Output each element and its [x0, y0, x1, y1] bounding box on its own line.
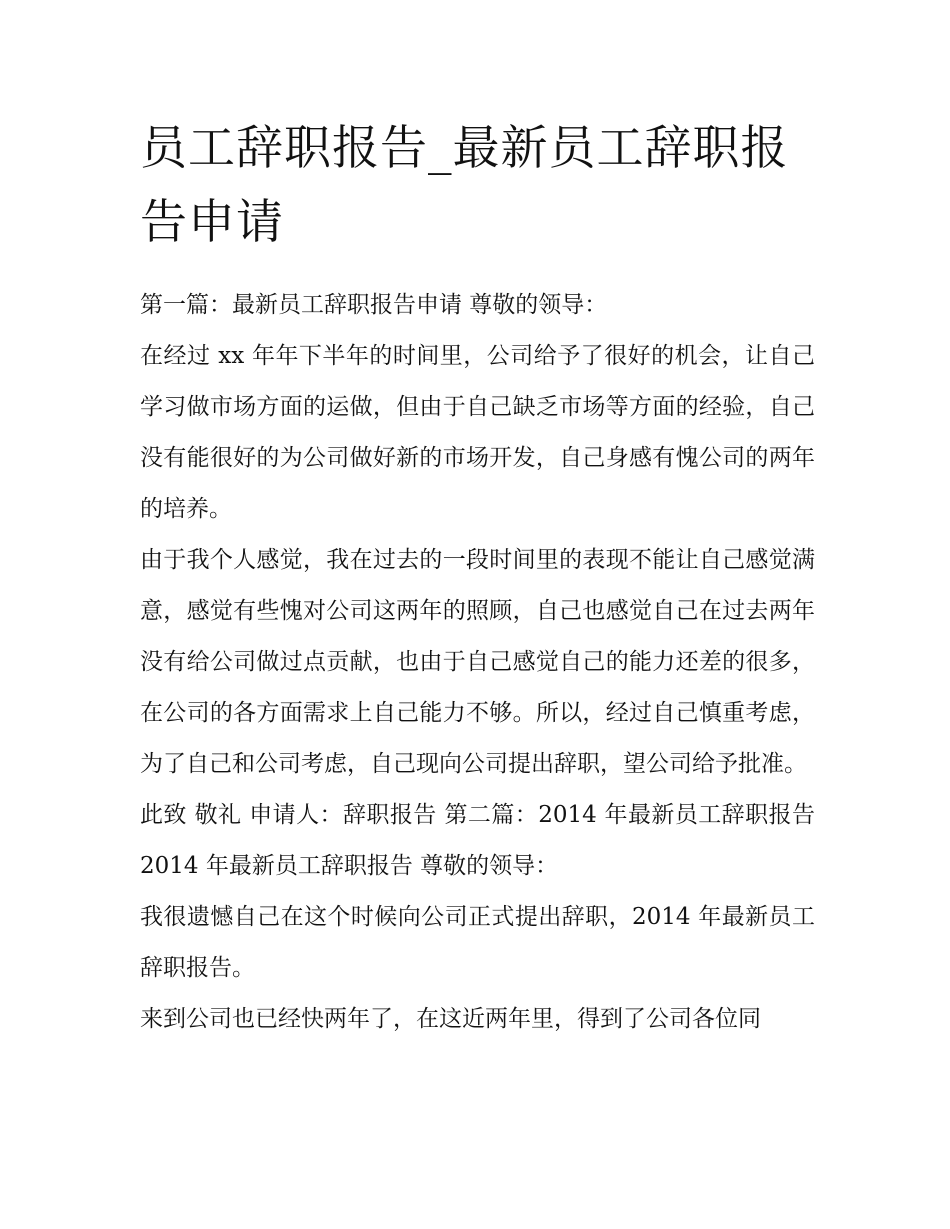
document-title: 员工辞职报告_最新员工辞职报告申请: [140, 121, 789, 250]
paragraph-1: 第一篇：最新员工辞职报告申请 尊敬的领导：: [140, 292, 608, 318]
paragraph-6: 来到公司也已经快两年了，在这近两年里，得到了公司各位同: [140, 1006, 761, 1032]
paragraph-5: 我很遗憾自己在这个时候向公司正式提出辞职，2014 年最新员工辞职报告。: [140, 904, 815, 981]
paragraph-4: 此致 敬礼 申请人：辞职报告 第二篇：2014 年最新员工辞职报告 2014 年最新员工辞职报告 尊敬的领导：: [140, 802, 815, 879]
document-page: [140, 112, 815, 1045]
paragraph-2: 在经过 xx 年年下半年的时间里，公司给予了很好的机会，让自己学习做市场方面的运做，但由于自己缺乏市场等方面的经验，自己没有能很好的为公司做好新的市场开发，自己身感有愧公司的两年的培养。: [140, 343, 815, 522]
paragraph-3: 由于我个人感觉，我在过去的一段时间里的表现不能让自己感觉满意，感觉有些愧对公司这两年的照顾，自己也感觉自己在过去两年没有给公司做过点贡献，也由于自己感觉自己的能力还差的很多，在公司的各方面需求上自己能力不够。所以，经过自己慎重考虑，为了自己和公司考虑，自己现向公司提出辞职，望公司给予批准。: [140, 547, 815, 777]
